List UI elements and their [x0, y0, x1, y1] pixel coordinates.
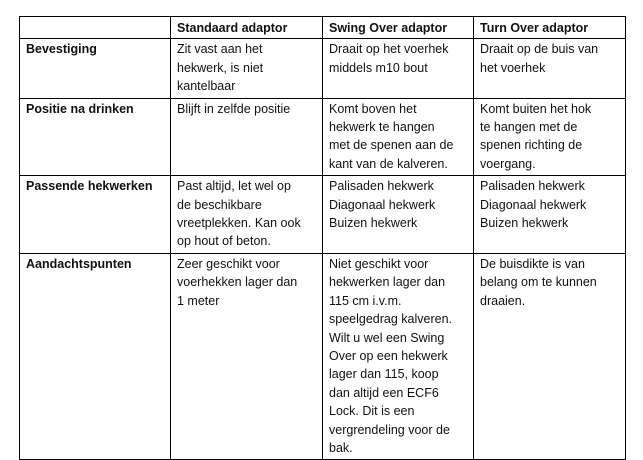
table-header-row	[20, 17, 626, 39]
table-cell: Zit vast aan het hekwerk, is niet kantelbaar	[171, 39, 323, 98]
adaptor-comparison-table	[19, 16, 626, 460]
row-label-bevestiging: Bevestiging	[20, 39, 171, 98]
table-cell: De buisdikte is van belang om te kunnen draaien.	[474, 253, 626, 459]
table-cell: Palisaden hekwerk Diagonaal hekwerk Buizen hekwerk	[323, 176, 474, 254]
table-row	[20, 176, 626, 254]
table-row	[20, 39, 626, 98]
header-cell-turn-over: Turn Over adaptor	[474, 17, 626, 39]
table-row	[20, 98, 626, 176]
row-label-hekwerken: Passende hekwerken	[20, 176, 171, 254]
table-cell: Draait op de buis van het voerhek	[474, 39, 626, 98]
header-cell-swing-over: Swing Over adaptor	[323, 17, 474, 39]
table-cell: Draait op het voerhek middels m10 bout	[323, 39, 474, 98]
table-row	[20, 253, 626, 459]
row-label-aandachtspunten: Aandachtspunten	[20, 253, 171, 459]
header-cell-standaard: Standaard adaptor	[171, 17, 323, 39]
table-cell: Palisaden hekwerk Diagonaal hekwerk Buizen hekwerk	[474, 176, 626, 254]
table-cell: Komt boven het hekwerk te hangen met de spenen aan de kant van de kalveren.	[323, 98, 474, 176]
table-cell: Niet geschikt voor hekwerken lager dan 115 cm i.v.m. speelgedrag kalveren. Wilt u wel een Swing Over op een hekwerk lager dan 115, koop dan altijd een ECF6 Lock. Dit is een vergrendeling voor de bak.	[323, 253, 474, 459]
table-cell: Past altijd, let wel op de beschikbare vreetplekken. Kan ook op hout of beton.	[171, 176, 323, 254]
table-cell: Blijft in zelfde positie	[171, 98, 323, 176]
table-cell: Komt buiten het hok te hangen met de spenen richting de voergang.	[474, 98, 626, 176]
header-cell-empty	[20, 17, 171, 39]
row-label-positie: Positie na drinken	[20, 98, 171, 176]
table-cell: Zeer geschikt voor voerhekken lager dan 1 meter	[171, 253, 323, 459]
